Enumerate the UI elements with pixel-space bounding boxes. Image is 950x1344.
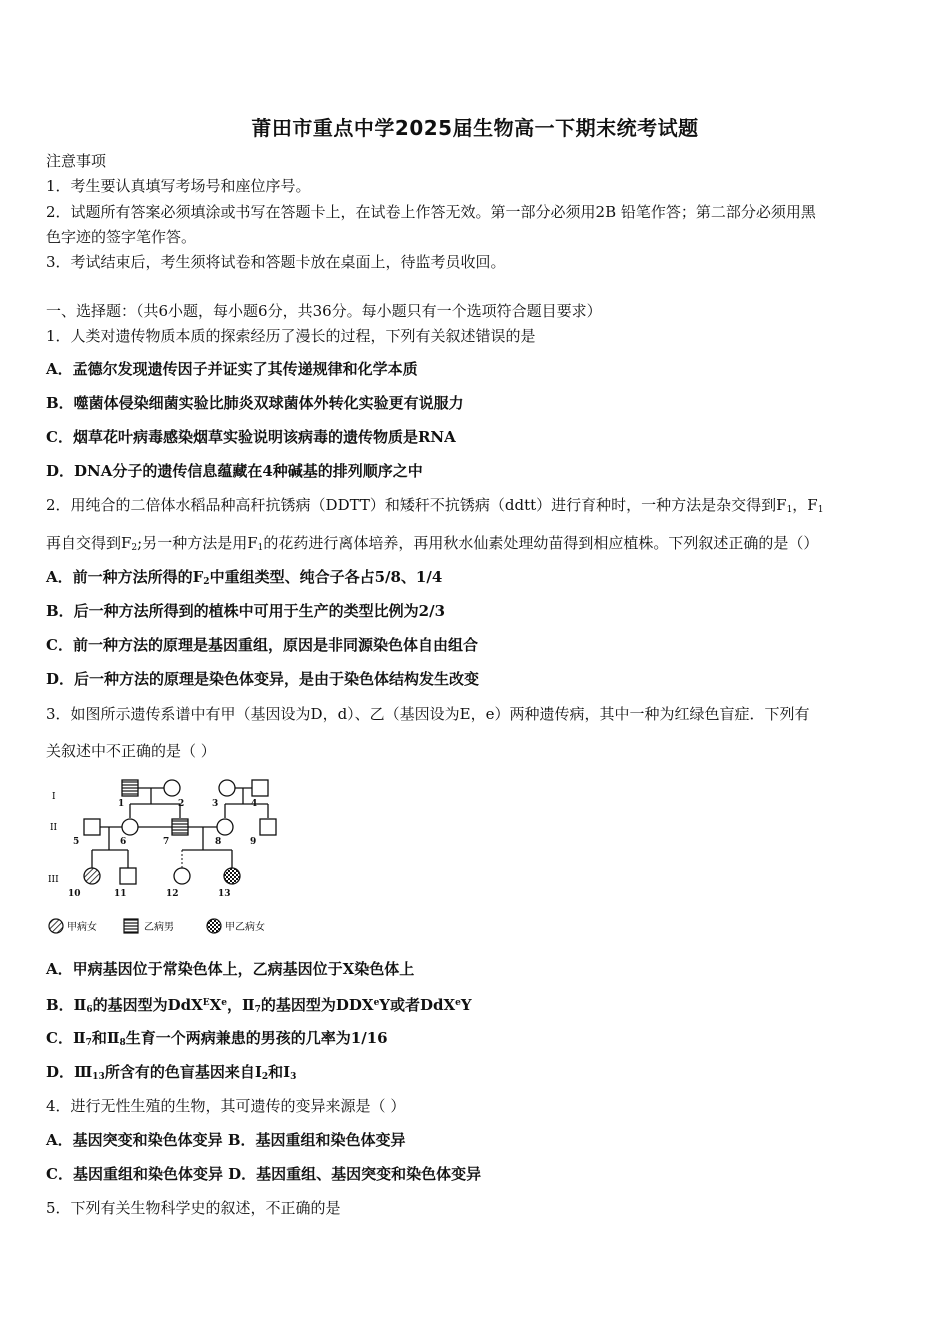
id-label: 12: [166, 889, 179, 899]
id-label: 4: [251, 799, 258, 809]
q1-option-b: B．噬菌体侵染细菌实验比肺炎双球菌体外转化实验更有说服力: [46, 394, 464, 412]
question-2-stem-line2: 再自交得到$F_2$;另一种方法是用$F_1$的花药进行离体培养，再用秋水仙素处理幼苗得到相应植株。下列叙述正确的是（）: [46, 534, 819, 553]
question-1-stem: 1．人类对遗传物质本质的探索经历了漫长的过程，下列有关叙述错误的是: [46, 327, 536, 345]
id-label: 7: [163, 837, 170, 847]
q3-option-b: B．$Ⅱ_6$的基因型为DdX$^E$Xe，$Ⅱ_7$的基因型为DDXeY或者DdX$^e$Y: [46, 996, 472, 1015]
q2-option-d: D．后一种方法的原理是染色体变异，是由于染色体结构发生改变: [46, 670, 480, 688]
notice-item: 1．考生要认真填写考场号和座位序号。: [46, 177, 311, 195]
individual-3-female: [219, 780, 235, 796]
individual-4-male: [252, 780, 268, 796]
id-label: 2: [178, 799, 185, 809]
q3-option-a: A．甲病基因位于常染色体上，乙病基因位于X染色体上: [46, 960, 415, 978]
individual-9-male: [260, 819, 276, 835]
individual-7-male-yi: [172, 819, 188, 835]
individual-6-female: [122, 819, 138, 835]
individual-5-male: [84, 819, 100, 835]
id-label: 5: [73, 837, 80, 847]
id-label: 8: [215, 837, 222, 847]
q1-option-a: A．孟德尔发现遗传因子并证实了其传递规律和化学本质: [46, 360, 418, 378]
gen-label-3: III: [48, 875, 59, 885]
individual-13-female-jia-yi: [224, 868, 240, 884]
id-label: 10: [68, 889, 81, 899]
question-3-stem-line1: 3．如图所示遗传系谱中有甲（基因设为D，d）、乙（基因设为E，e）两种遗传病，其中一种为红绿色盲症．下列有: [46, 705, 810, 723]
q1-option-c: C．烟草花叶病毒感染烟草实验说明该病毒的遗传物质是RNA: [46, 428, 456, 446]
individual-11-male: [120, 868, 136, 884]
notice-item: 2．试题所有答案必须填涂或书写在答题卡上，在试卷上作答无效。第一部分必须用2B 铅笔作答；第二部分必须用黑: [46, 203, 816, 221]
notice-heading: 注意事项: [46, 152, 107, 170]
legend-jia-female-label: 甲病女: [67, 922, 97, 933]
notice-item: 色字迹的签字笔作答。: [46, 228, 197, 246]
notice-item: 3．考试结束后，考生须将试卷和答题卡放在桌面上，待监考员收回。: [46, 253, 506, 271]
section-heading: 一、选择题：（共6小题，每小题6分，共36分。每小题只有一个选项符合题目要求）: [46, 302, 602, 320]
gen-label-1: I: [52, 792, 56, 802]
q2-option-a: A．前一种方法所得的$F_2$中重组类型、纯合子各占5/8、1/4: [46, 568, 443, 587]
question-2-stem-line1: 2．用纯合的二倍体水稻品种高秆抗锈病（DDTT）和矮秆不抗锈病（ddtt）进行育种时，一种方法是杂交得到$F_1$，$F_1$: [46, 496, 824, 515]
individual-2-female: [164, 780, 180, 796]
legend-jia-yi-female-label: 甲乙病女: [225, 922, 265, 933]
pedigree-diagram: [42, 772, 292, 942]
id-label: 9: [250, 837, 257, 847]
q3-option-c: C．$Ⅱ_7$和$Ⅱ_8$生育一个两病兼患的男孩的几率为1/16: [46, 1029, 388, 1048]
individual-1-male-yi: [122, 780, 138, 796]
legend-yi-male-symbol: [124, 919, 138, 933]
individual-8-female: [217, 819, 233, 835]
id-label: 11: [114, 889, 127, 899]
question-4-stem: 4．进行无性生殖的生物，其可遗传的变异来源是（ ）: [46, 1097, 406, 1115]
id-label: 6: [120, 837, 127, 847]
q4-options-ab: A．基因突变和染色体变异 B．基因重组和染色体变异: [46, 1131, 406, 1149]
question-3-stem-line2: 关叙述中不正确的是（ ）: [46, 742, 216, 760]
legend-jia-female-symbol: [49, 919, 63, 933]
legend-jia-yi-female-symbol: [207, 919, 221, 933]
id-label: 13: [218, 889, 231, 899]
id-label: 1: [118, 799, 125, 809]
gen-label-2: II: [50, 823, 58, 833]
id-label: 3: [212, 799, 219, 809]
q4-options-cd: C．基因重组和染色体变异 D．基因重组、基因突变和染色体变异: [46, 1165, 482, 1183]
q2-option-c: C．前一种方法的原理是基因重组，原因是非同源染色体自由组合: [46, 636, 478, 654]
individual-12-female: [174, 868, 190, 884]
q1-option-d: D．DNA分子的遗传信息蕴藏在4种碱基的排列顺序之中: [46, 462, 423, 480]
question-5-stem: 5．下列有关生物科学史的叙述，不正确的是: [46, 1199, 341, 1217]
page-title: 莆田市重点中学2025届生物高一下期末统考试题: [251, 116, 699, 140]
q2-option-b: B．后一种方法所得到的植株中可用于生产的类型比例为2/3: [46, 602, 446, 620]
legend-yi-male-label: 乙病男: [144, 922, 174, 933]
individual-10-female-jia: [84, 868, 100, 884]
q3-option-d: D．$Ⅲ_{13}$所含有的色盲基因来自$I_2$和$I_3$: [46, 1063, 297, 1082]
